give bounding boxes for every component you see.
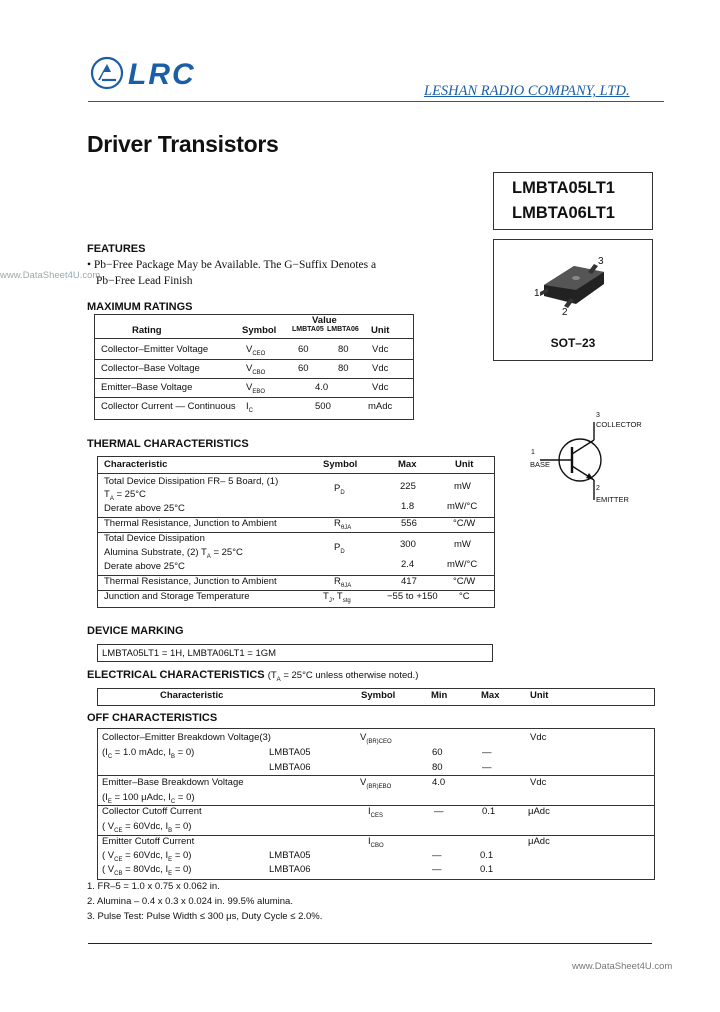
feature-line: • Pb−Free Package May be Available. The G−Suffix Denotes a (87, 259, 377, 271)
thermal-max: −55 to +150 (387, 591, 438, 602)
off-unit: μAdc (528, 806, 550, 817)
off-part: LMBTA06 (269, 762, 311, 773)
features-text (87, 257, 376, 289)
rating-value: 80 (338, 363, 349, 374)
part-number: LMBTA05LT1 (512, 179, 615, 197)
rating-symbol: $V_{CEO}$ (246, 344, 266, 357)
off-max: — (482, 762, 492, 773)
thermal-max: 556 (401, 518, 417, 529)
electrical-heading: ELECTRICAL CHARACTERISTICS ($T_A = 25^\circ C$ unless otherwise noted.) (87, 669, 419, 683)
collector-pin-label: 3 (596, 412, 600, 419)
off-unit: Vdc (530, 777, 547, 788)
thermal-char: Thermal Resistance, Junction to Ambient (104, 576, 277, 587)
footnote: 3. Pulse Test: Pulse Width ≤ 300 μs, Duty Cycle ≤ 2.0%. (87, 911, 323, 922)
off-char: Emitter–Base Breakdown Voltage (102, 777, 244, 788)
rating-name: Collector–Base Voltage (101, 363, 200, 374)
column-header: Max (481, 690, 500, 701)
footer-divider (88, 943, 652, 944)
pin-label: 3 (598, 256, 604, 267)
off-char: Collector Cutoff Current (102, 806, 202, 817)
off-part: LMBTA06 (269, 864, 311, 875)
thermal-unit: mW (454, 539, 471, 550)
collector-label: COLLECTOR (596, 420, 642, 429)
off-symbol: $I_{CES}$ (368, 806, 383, 819)
rating-value: 500 (315, 401, 331, 412)
rating-unit: mAdc (368, 401, 393, 412)
rating-symbol: $I_C$ (246, 401, 253, 414)
off-char: ( $V_{CB} = 80Vdc$, $I_E = 0$) (102, 864, 192, 877)
max-ratings-heading: MAXIMUM RATINGS (87, 301, 193, 313)
off-symbol: $V_{(BR)CEO}$ (360, 732, 392, 745)
off-max: 0.1 (482, 806, 496, 817)
column-header: Characteristic (160, 690, 224, 701)
thermal-unit: mW (454, 481, 471, 492)
off-max: 0.1 (480, 864, 494, 875)
base-pin-label: 1 (531, 449, 535, 456)
thermal-symbol: $P_D$ (334, 483, 345, 496)
off-min: 80 (432, 762, 443, 773)
rating-unit: Vdc (372, 382, 389, 393)
device-marking-heading: DEVICE MARKING (87, 625, 184, 637)
part-number: LMBTA06LT1 (512, 204, 615, 222)
thermal-max: 2.4 (401, 559, 415, 570)
company-name: LESHAN RADIO COMPANY, LTD. (424, 83, 630, 99)
thermal-char: $T_A = 25^\circ C$ (104, 489, 146, 502)
thermal-heading: THERMAL CHARACTERISTICS (87, 438, 249, 450)
brand-logo-text: LRC (128, 58, 196, 91)
page-title: Driver Transistors (87, 131, 279, 157)
column-header: Rating (132, 325, 162, 336)
column-header: Unit (371, 325, 390, 336)
thermal-char: Alumina Substrate, (2) $T_A = 25^\circ C$ (104, 547, 243, 560)
off-symbol: $V_{(BR)EBO}$ (360, 777, 392, 790)
off-characteristics-heading: OFF CHARACTERISTICS (87, 712, 218, 724)
rating-name: Collector Current — Continuous (101, 401, 236, 412)
thermal-symbol: $R_{\theta JA}$ (334, 576, 352, 589)
footer-url: www.DataSheet4U.com (572, 961, 673, 972)
thermal-max: 417 (401, 576, 417, 587)
feature-line: Pb−Free Lead Finish (96, 275, 193, 287)
off-part: LMBTA05 (269, 747, 311, 758)
electrical-table-header (97, 688, 655, 706)
sot23-package-icon (534, 250, 624, 320)
footnotes (87, 879, 322, 924)
thermal-unit: °C (459, 591, 470, 602)
off-symbol: $I_{CBO}$ (368, 836, 384, 849)
rating-unit: Vdc (372, 363, 389, 374)
off-min: — (434, 806, 444, 817)
thermal-char: Total Device Dissipation (104, 533, 205, 544)
thermal-symbol: $T_J$, $T_{stg}$ (323, 591, 351, 604)
lrc-logo-icon (90, 56, 124, 90)
off-char: ($I_E = 100$ μAdc, $I_C = 0$) (102, 792, 195, 805)
part-number-box (493, 172, 653, 230)
header-divider (88, 101, 664, 102)
rating-value: 4.0 (315, 382, 329, 393)
rating-name: Collector–Emitter Voltage (101, 344, 209, 355)
off-unit: μAdc (528, 836, 550, 847)
thermal-table (97, 456, 495, 608)
column-header: Unit (530, 690, 549, 701)
off-char: ( $V_{CE} = 60Vdc$, $I_B = 0$) (102, 821, 192, 834)
column-header: Characteristic (104, 459, 168, 470)
pin-label: 2 (562, 307, 568, 318)
off-min: — (432, 850, 442, 861)
off-char: ( $V_{CE} = 60Vdc$, $I_E = 0$) (102, 850, 192, 863)
footnote: 1. FR–5 = 1.0 x 0.75 x 0.062 in. (87, 881, 220, 892)
emitter-pin-label: 2 (596, 485, 600, 492)
thermal-max: 1.8 (401, 501, 415, 512)
electrical-condition: ($T_A = 25^\circ C$ unless otherwise noted.) (267, 670, 419, 683)
off-unit: Vdc (530, 732, 547, 743)
max-ratings-table (94, 314, 414, 420)
off-characteristics-table (97, 728, 655, 880)
rating-value: 80 (338, 344, 349, 355)
thermal-char: Thermal Resistance, Junction to Ambient (104, 518, 277, 529)
thermal-max: 300 (400, 539, 416, 550)
column-header: Symbol (242, 325, 277, 336)
thermal-char: Total Device Dissipation FR– 5 Board, (1) (104, 476, 279, 487)
column-header: Max (398, 459, 417, 470)
rating-symbol: $V_{CBO}$ (246, 363, 266, 376)
thermal-symbol: $R_{\theta JA}$ (334, 518, 352, 531)
footnote: 2. Alumina – 0.4 x 0.3 x 0.024 in. 99.5% alumina. (87, 896, 293, 907)
rating-symbol: $V_{EBO}$ (246, 382, 266, 395)
column-header: LMBTA06 (327, 326, 359, 333)
off-max: 0.1 (480, 850, 494, 861)
off-min: — (432, 864, 442, 875)
device-marking-text: LMBTA05LT1 = 1H, LMBTA06LT1 = 1GM (97, 644, 493, 662)
thermal-unit: mW/°C (447, 559, 478, 570)
thermal-unit: °C/W (453, 518, 476, 529)
thermal-max: 225 (400, 481, 416, 492)
package-box (493, 239, 653, 361)
column-header: Min (431, 690, 448, 701)
rating-value: 60 (298, 363, 309, 374)
pin-label: 1 (534, 288, 540, 299)
off-char: ($I_C = 1.0$ mAdc, $I_B = 0$) (102, 747, 195, 760)
column-header: Symbol (323, 459, 358, 470)
off-min: 60 (432, 747, 443, 758)
emitter-label: EMITTER (596, 495, 629, 504)
watermark: www.DataSheet4U.com (0, 270, 101, 281)
thermal-char: Junction and Storage Temperature (104, 591, 250, 602)
thermal-unit: °C/W (453, 576, 476, 587)
off-max: — (482, 747, 492, 758)
thermal-char: Derate above 25°C (104, 561, 185, 572)
off-char: Collector–Emitter Breakdown Voltage(3) (102, 732, 271, 743)
thermal-symbol: $P_D$ (334, 542, 345, 555)
rating-unit: Vdc (372, 344, 389, 355)
package-name: SOT–23 (550, 336, 596, 350)
off-min: 4.0 (432, 777, 446, 788)
rating-name: Emitter–Base Voltage (101, 382, 193, 393)
off-char: Emitter Cutoff Current (102, 836, 195, 847)
features-heading: FEATURES (87, 243, 146, 255)
base-label: BASE (530, 460, 551, 469)
rating-value: 60 (298, 344, 309, 355)
column-header: Symbol (361, 690, 396, 701)
thermal-char: Derate above 25°C (104, 503, 185, 514)
column-header: Value (312, 315, 337, 326)
off-part: LMBTA05 (269, 850, 311, 861)
column-header: Unit (455, 459, 474, 470)
column-header: LMBTA05 (292, 326, 324, 333)
thermal-unit: mW/°C (447, 501, 478, 512)
